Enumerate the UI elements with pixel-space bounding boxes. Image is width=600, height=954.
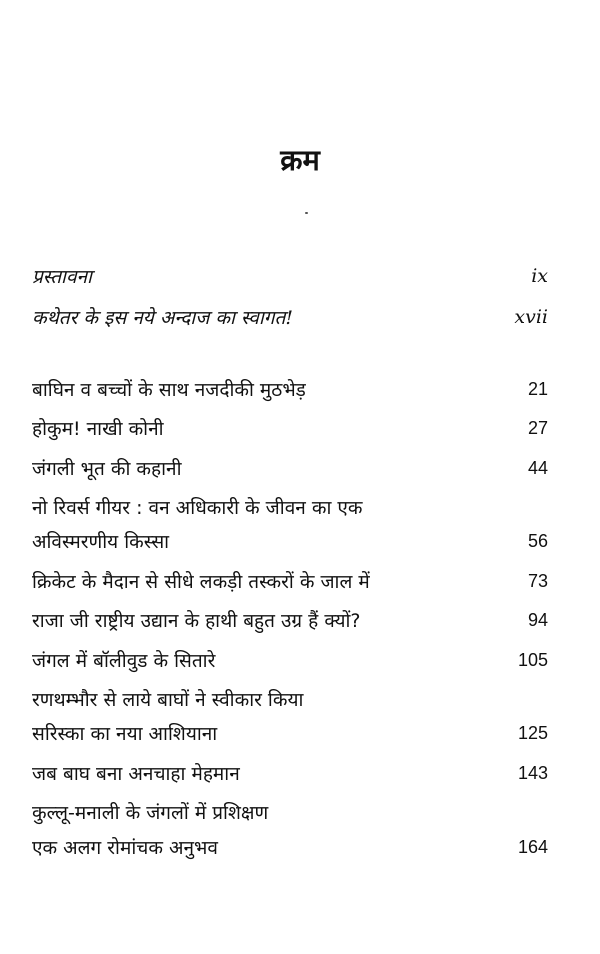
toc-entry-title: कुल्लू-मनाली के जंगलों में प्रशिक्षण [32,802,269,824]
toc-entry-title: कथेतर के इस नये अन्दाज का स्वागत! [32,307,293,329]
toc-entry[interactable] [32,564,548,598]
toc-heading: क्रम [280,143,320,177]
toc-entry-title: जब बाघ बना अनचाहा मेहमान [32,763,240,785]
toc-entry[interactable] [32,451,548,485]
toc-entry-page: ix [531,265,548,287]
toc-entry-title: प्रस्तावना [32,266,92,288]
toc-entry-title: बाघिन व बच्चों के साथ नजदीकी मुठभेड़ [32,379,306,401]
toc-entry[interactable] [32,524,548,558]
toc-entry-title: क्रिकेट के मैदान से सीधे लकड़ी तस्करों के जाल में [32,571,370,593]
toc-entry-page: 125 [517,722,548,743]
toc-entry-page: 143 [517,762,548,783]
toc-entry-title: जंगली भूत की कहानी [32,458,182,480]
toc-entry[interactable] [32,603,548,637]
toc-entry[interactable] [32,716,548,750]
toc-entry[interactable] [32,756,548,790]
toc-entry-title: एक अलग रोमांचक अनुभव [32,837,218,859]
toc-entry-front[interactable] [32,300,548,334]
toc-entry-page: 105 [517,649,548,670]
toc-entry[interactable] [32,830,548,864]
toc-entry-page: 44 [527,457,548,478]
decorative-speck [305,212,308,214]
toc-entry-title: सरिस्का का नया आशियाना [32,723,218,745]
toc-entry[interactable] [32,682,548,716]
toc-entry-title: जंगल में बॉलीवुड के सितारे [32,650,216,672]
toc-entry[interactable] [32,643,548,677]
toc-entry-page: xvii [514,306,548,328]
toc-entry-title: अविस्मरणीय किस्सा [32,531,170,553]
toc-entry[interactable] [32,411,548,445]
toc-entry-page: 94 [527,609,548,630]
toc-entry-title: रणथम्भौर से लाये बाघों ने स्वीकार किया [32,689,304,711]
toc-entry-title: होकुम! नाखी कोनी [32,418,164,440]
toc-entry[interactable] [32,795,548,829]
toc-entry-page: 164 [517,836,548,857]
toc-entry-page: 73 [527,570,548,591]
toc-entry[interactable] [32,490,548,524]
toc-entry-page: 21 [527,378,548,399]
toc-entry-page: 27 [527,417,548,438]
toc-entry-front[interactable] [32,259,548,293]
toc-entry-title: नो रिवर्स गीयर : वन अधिकारी के जीवन का एक [32,497,363,519]
toc-entry[interactable] [32,372,548,406]
toc-entry-title: राजा जी राष्ट्रीय उद्यान के हाथी बहुत उग्र हैं क्यों? [32,610,361,632]
toc-entry-page: 56 [527,530,548,551]
